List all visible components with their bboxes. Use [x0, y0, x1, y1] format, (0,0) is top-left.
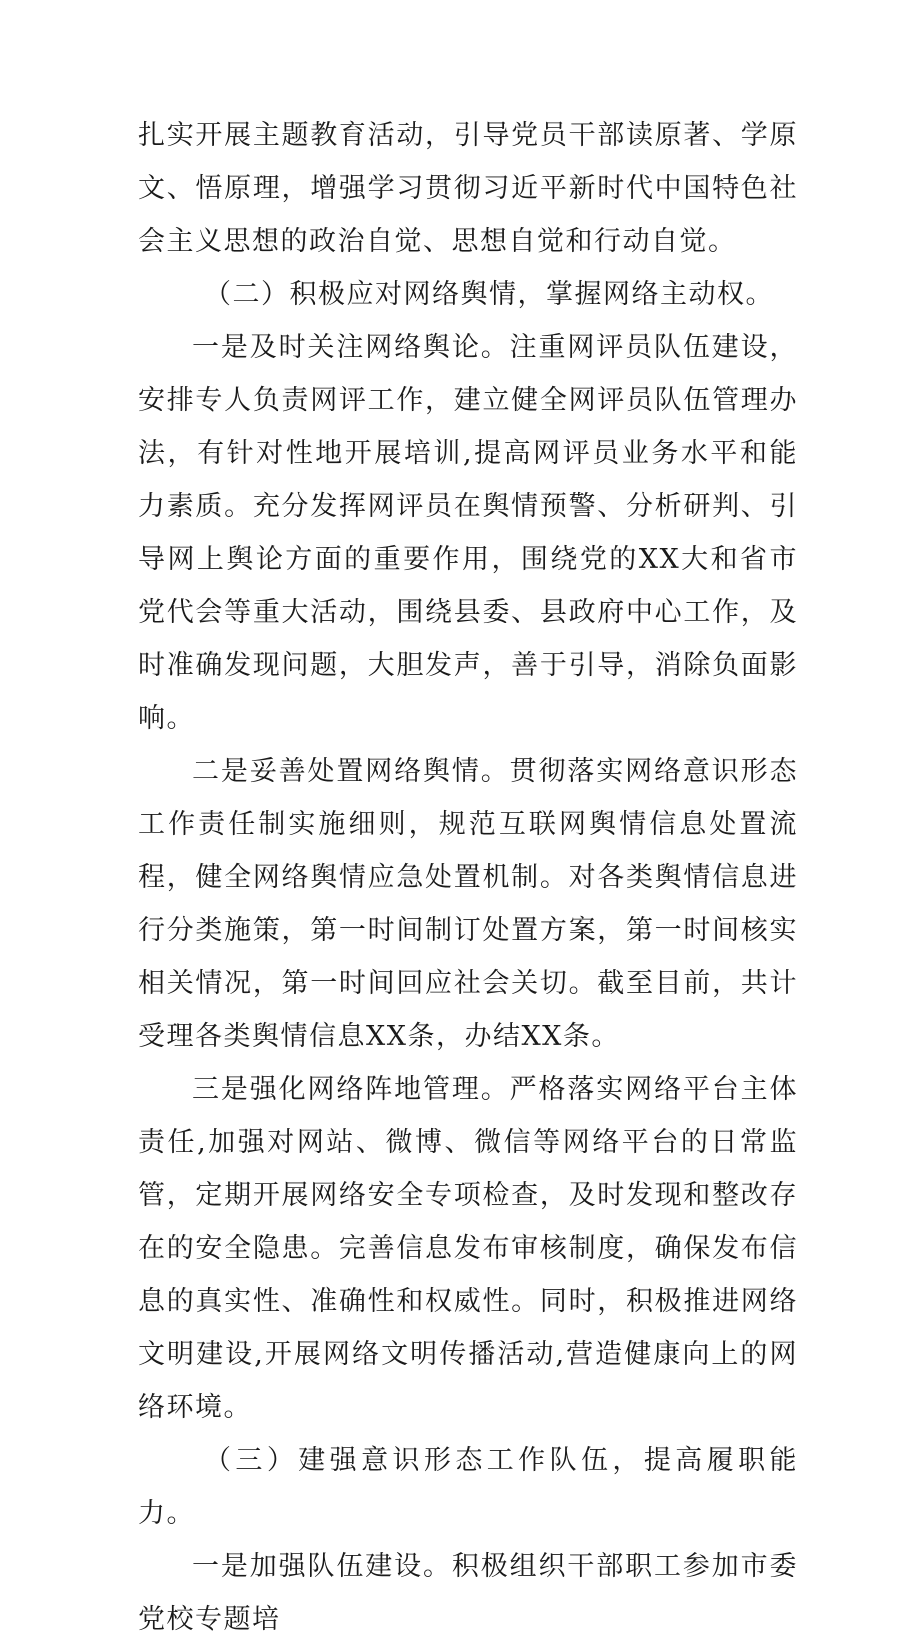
document-body: [138, 109, 798, 1646]
paragraph-platform-management: 三是强化网络阵地管理。严格落实网络平台主体责任,加强对网站、微博、微信等网络平台的日常监管，定期开展网络安全专项检查，及时发现和整改存在的安全隐患。完善信息发布审核制度，确保发布信息的真实性、准确性和权威性。同时，积极推进网络文明建设,开展网络文明传播活动,营造健康向上的网络环境。: [138, 1074, 798, 1423]
paragraph-team-building: 一是加强队伍建设。积极组织干部职工参加市委党校专题培: [138, 1551, 798, 1635]
paragraph-handle-opinion: 二是妥善处置网络舆情。贯彻落实网络意识形态工作责任制实施细则，规范互联网舆情信息处置流程，健全网络舆情应急处置机制。对各类舆情信息进行分类施策，第一时间制订处置方案，第一时间核实相关情况，第一时间回应社会关切。截至目前，共计受理各类舆情信息XX条，办结XX条。: [138, 756, 798, 1052]
paragraph-continued: 扎实开展主题教育活动，引导党员干部读原著、学原文、悟原理，增强学习贯彻习近平新时代中国特色社会主义思想的政治自觉、思想自觉和行动自觉。: [138, 120, 798, 257]
section-heading-2: （二）积极应对网络舆情，掌握网络主动权。: [204, 279, 774, 310]
section-heading-3: （三）建强意识形态工作队伍，提高履职能力。: [138, 1445, 798, 1529]
paragraph-network-opinion: 一是及时关注网络舆论。注重网评员队伍建设，安排专人负责网评工作，建立健全网评员队伍管理办法，有针对性地开展培训,提高网评员业务水平和能力素质。充分发挥网评员在舆情预警、分析研判、引导网上舆论方面的重要作用，围绕党的XX大和省市党代会等重大活动，围绕县委、县政府中心工作，及时准确发现问题，大胆发声，善于引导，消除负面影响。: [138, 332, 798, 734]
